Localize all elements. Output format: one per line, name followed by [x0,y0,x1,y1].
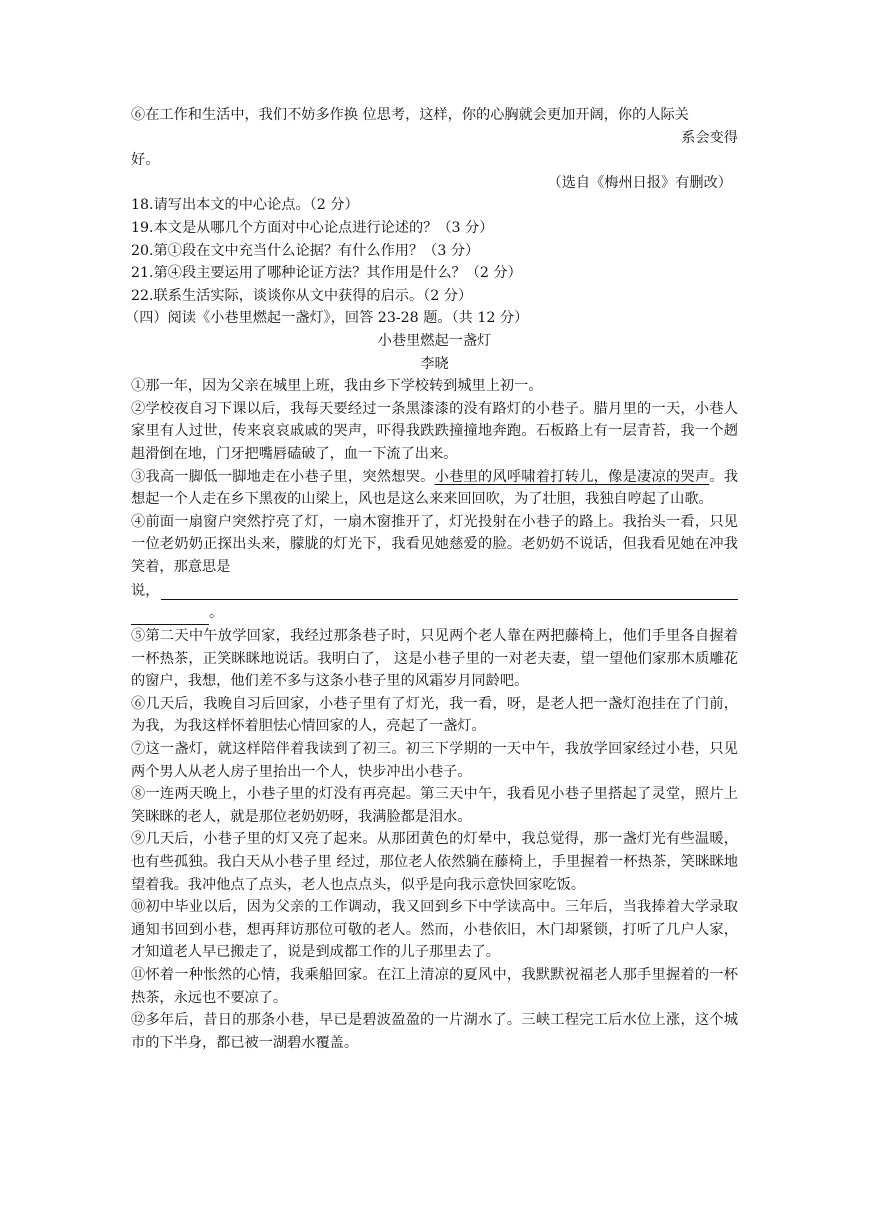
story-title: 小巷里燃起一盏灯 [377,332,492,349]
story-paragraph-4: ④前面一扇窗户突然拧亮了灯，一扇木窗推开了，灯光投射在小巷子的路上。我抬头一看，只见一位老奶奶正探出头来，朦胧的灯光下，我看见她慈爱的脸。老奶奶不说话，但我看见她在冲我笑着，那意思是 [131,513,738,575]
paragraph-3-text-before: ③我高一脚低一脚地走在小巷子里，突然想哭。 [131,468,435,485]
blank-prefix: 说， [131,583,160,600]
story-paragraph-12: ⑫多年后，昔日的那条小巷，早已是碧波盈盈的一片湖水了。三峡工程完工后水位上涨，这个城市的下半身，都已被一湖碧水覆盖。 [131,1012,738,1051]
section-heading: （四）阅读《小巷里燃起一盏灯》，回答 23-28 题。（共 12 分） [125,310,529,327]
story-paragraph-5: ⑤第二天中午放学回家，我经过那条巷子时，只见两个老人靠在两把藤椅上，他们手里各自握着一杯热茶，正笑眯眯地说话。我明白了， 这是小巷子里的一对老夫妻，望一望他们家那木质雕花的窗户，我想，他们差不多与这条小巷子里的风霜岁月同龄吧。 [131,628,738,690]
story-paragraph-2: ②学校夜自习下课以后，我每天要经过一条黑漆漆的没有路灯的小巷子。腊月里的一天，小巷人家里有人过世，传来哀哀戚戚的哭声，吓得我跌跌撞撞地奔跑。石板路上有一层青苔，我一个趔趄滑倒在地，门牙把嘴唇磕破了，血一下流了出来。 [131,400,738,462]
essay-paragraph-6-line-1: ⑥在工作和生活中，我们不妨多作换 位思考，这样，你的心胸就会更加开阔，你的人际关 [131,107,689,123]
paragraph-3-text-after: 。我想起一个人走在乡下黑夜的山梁上，风也是这么来来回回吹，为了壮胆，我独自哼起了山歌。 [131,468,738,508]
fill-in-blank-row-2 [131,602,738,625]
story-author: 李晓 [420,355,449,372]
question-19: 19.本文是从哪几个方面对中心论点进行论述的？（3 分） [131,219,494,236]
story-paragraph-10: ⑩初中毕业以后，因为父亲的工作调动，我又回到乡下中学读高中。三年后，当我捧着大学录取通知书回到小巷，想再拜访那位可敬的老人。然而，小巷依旧，木门却紧锁，打听了几户人家，才知道老人早已搬走了，说是到成都工作的儿子那里去了。 [131,899,738,961]
page-content [125,104,738,1054]
question-18: 18.请写出本文的中心论点。（2 分） [131,197,359,214]
story-paragraph-8: ⑧一连两天晚上，小巷子里的灯没有再亮起。第三天中午，我看见小巷子里搭起了灵堂，照片上笑眯眯的老人，就是那位老奶奶呀，我满脸都是泪水。 [131,786,738,825]
essay-source: （选自《梅州日报》有删改） [547,174,732,191]
essay-paragraph-6-line-2: 系会变得 [681,129,738,146]
fill-in-blank-row [131,578,738,600]
question-21: 21.第④段主要运用了哪种论证方法？其作用是什么？（2 分） [131,265,522,282]
story-paragraph-7: ⑦这一盏灯，就这样陪伴着我读到了初三。初三下学期的一天中午，我放学回家经过小巷，只见两个男人从老人房子里抬出一个人，快步冲出小巷子。 [131,741,738,780]
essay-paragraph-6-line-3: 好。 [131,152,160,169]
story-paragraph-9: ⑨几天后，小巷子里的灯又亮了起来。从那团黄色的灯晕中，我总觉得，那一盏灯光有些温暖，也有些孤独。我白天从小巷子里 经过，那位老人依然躺在藤椅上，手里握着一杯热茶，笑眯眯地望着我。我冲他点了点头，老人也点点头，似乎是向我示意快回家吃饭。 [131,831,738,893]
story-paragraph-11: ⑪怀着一种怅然的心情，我乘船回家。在江上清凉的夏风中，我默默祝福老人那手里握着的一杯热茶，永远也不要凉了。 [131,966,738,1006]
question-20: 20.第①段在文中充当什么论据？有什么作用？（3 分） [131,242,480,259]
story-paragraph-3 [131,466,738,511]
story-paragraph-6: ⑥几天后，我晚自习后回家，小巷子里有了灯光，我一看，呀，是老人把一盏灯泡挂在了门前，为我，为我这样怀着胆怯心情回家的人，亮起了一盏灯。 [131,695,738,735]
story-paragraph-1: ①那一年，因为父亲在城里上班，我由乡下学校转到城里上初一。 [131,378,543,395]
underlined-sentence: 小巷里的风呼啸着打转儿，像是凄凉的哭声 [434,468,710,485]
answer-blank-continued[interactable] [131,610,209,625]
answer-blank[interactable] [161,583,738,600]
question-22: 22.联系生活实际，谈谈你从文中获得的启示。（2 分） [131,287,473,304]
blank-end: 。 [209,605,224,622]
